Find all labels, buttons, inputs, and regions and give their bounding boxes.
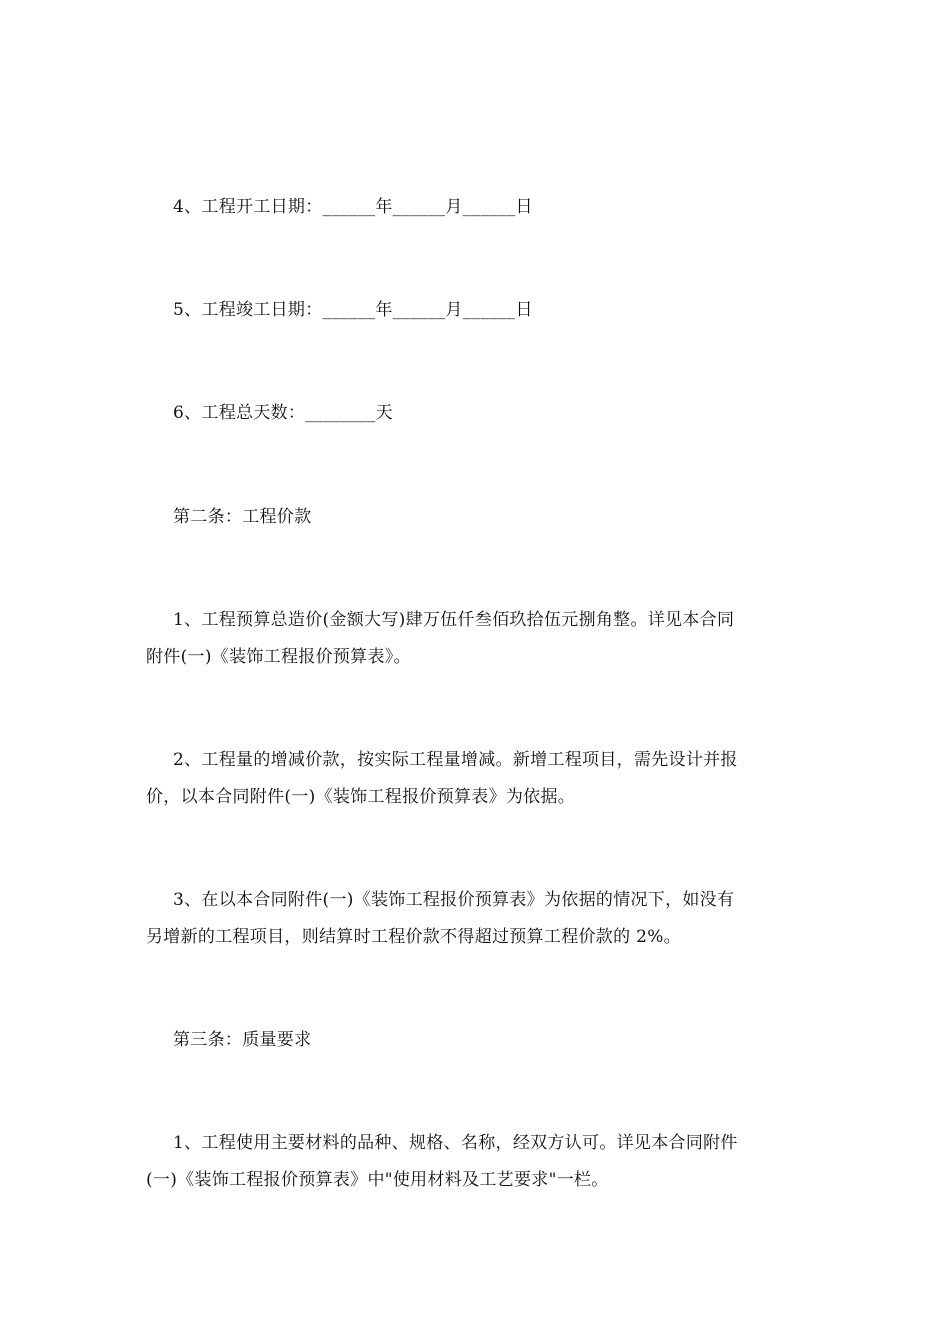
article-2-paragraph-1 <box>146 608 806 682</box>
paragraph-line: 2、工程量的增减价款，按实际工程量增减。新增工程项目，需先设计并报 <box>173 750 738 770</box>
article-3-heading: 第三条：质量要求 <box>173 1030 312 1050</box>
end-date-item: 5、工程竣工日期：______年______月______日 <box>173 300 533 320</box>
paragraph-line: 附件(一)《装饰工程报价预算表》。 <box>146 647 411 667</box>
paragraph-line: 1、工程使用主要材料的品种、规格、名称，经双方认可。详见本合同附件 <box>173 1133 738 1153</box>
total-days-item: 6、工程总天数：________天 <box>173 403 393 423</box>
article-2-paragraph-2 <box>146 748 806 822</box>
start-date-item: 4、工程开工日期：______年______月______日 <box>173 197 533 217</box>
paragraph-line: 1、工程预算总造价(金额大写)肆万伍仟叁佰玖拾伍元捌角整。详见本合同 <box>173 610 735 630</box>
paragraph-line: 另增新的工程项目，则结算时工程价款不得超过预算工程价款的 2%。 <box>146 927 681 947</box>
paragraph-line: 3、在以本合同附件(一)《装饰工程报价预算表》为依据的情况下，如没有 <box>173 890 735 910</box>
article-3-paragraph-1 <box>146 1131 806 1205</box>
article-2-heading: 第二条：工程价款 <box>173 507 312 527</box>
paragraph-line: (一)《装饰工程报价预算表》中"使用材料及工艺要求"一栏。 <box>146 1170 609 1190</box>
article-2-paragraph-3 <box>146 888 806 962</box>
paragraph-line: 价，以本合同附件(一)《装饰工程报价预算表》为依据。 <box>146 787 576 807</box>
